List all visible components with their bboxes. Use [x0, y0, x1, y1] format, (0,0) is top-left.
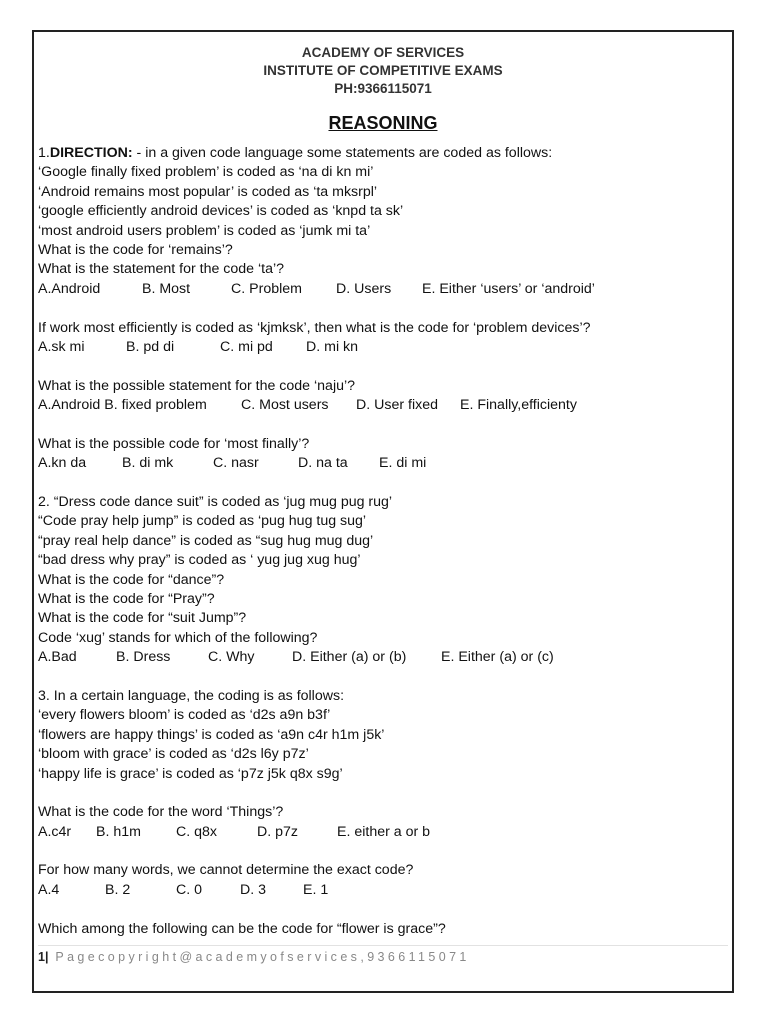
q2-line: What is the code for “suit Jump”? — [38, 610, 247, 627]
q1-options — [38, 280, 728, 299]
q1-direction — [38, 144, 728, 163]
option: C. Most users — [241, 397, 329, 414]
option: B. Most — [142, 280, 191, 297]
q2-options — [38, 648, 728, 667]
q2-line: “Code pray help jump” is coded as ‘pug hug tug sug’ — [38, 513, 367, 530]
q1-sub1-question: If work most efficiently is coded as ‘kjmksk’, then what is the code for ‘problem devices’? — [38, 319, 591, 336]
q3-line: ‘happy life is grace’ is coded as ‘p7z j5k q8x s9g’ — [38, 765, 343, 782]
option: E. either a or b — [337, 823, 431, 840]
option: E. Either ‘users’ or ‘android’ — [422, 280, 595, 297]
q2-line: 2. “Dress code dance suit” is coded as ‘jug mug pug rug’ — [38, 494, 393, 511]
option: A.c4r — [38, 823, 72, 840]
q3-sub3-question: Which among the following can be the code for “flower is grace”? — [38, 920, 446, 937]
q3-line: ‘every flowers bloom’ is coded as ‘d2s a9n b3f’ — [38, 707, 331, 724]
option: C. Why — [208, 649, 255, 666]
option: A.sk mi — [38, 338, 85, 355]
q2-line: What is the code for “dance”? — [38, 571, 225, 588]
option: D. mi kn — [306, 338, 359, 355]
q1-line: ‘Google finally fixed problem’ is coded as ‘na di kn mi’ — [38, 164, 374, 181]
option: D. p7z — [257, 823, 299, 840]
page-title: REASONING — [328, 113, 438, 133]
q1-line: ‘Android remains most popular’ is coded as ‘ta mksrpl’ — [38, 183, 378, 200]
content — [34, 144, 732, 939]
q3-line: ‘flowers are happy things’ is coded as ‘a9n c4r h1m j5k’ — [38, 726, 385, 743]
option: D. Users — [336, 280, 392, 297]
option: A.Android — [38, 280, 101, 297]
q1-number: 1. — [38, 145, 50, 161]
q2-line: “pray real help dance” is coded as “sug hug mug dug’ — [38, 532, 374, 549]
q1-direction-text: - in a given code language some statements are coded as follows: — [132, 145, 553, 161]
q3-sub1-options — [38, 823, 728, 842]
q3-line: ‘bloom with grace’ is coded as ‘d2s l6y p7z’ — [38, 746, 309, 763]
option: A.Android B. fixed problem — [38, 397, 207, 414]
option: B. 2 — [105, 881, 131, 898]
option: E. 1 — [303, 881, 329, 898]
q1-line: ‘google efficiently android devices’ is coded as ‘knpd ta sk’ — [38, 203, 404, 220]
option: D. Either (a) or (b) — [292, 649, 407, 666]
academy-name: ACADEMY OF SERVICES — [301, 45, 465, 60]
page-number: 1 — [38, 950, 45, 964]
q3-sub1-question: What is the code for the word ‘Things’? — [38, 804, 284, 821]
option: E. di mi — [379, 455, 427, 472]
option: D. na ta — [298, 455, 348, 472]
q1-sub2-options — [38, 396, 728, 415]
option: A.kn da — [38, 455, 87, 472]
option: A.4 — [38, 881, 60, 898]
option: C. 0 — [176, 881, 203, 898]
q1-direction-label: DIRECTION: — [49, 145, 133, 161]
q3-sub2-options — [38, 881, 728, 900]
q1-sub2-question: What is the possible statement for the code ‘naju’? — [38, 377, 356, 394]
option: C. mi pd — [220, 338, 273, 355]
q1-sub3-question: What is the possible code for ‘most finally’? — [38, 435, 310, 452]
q1-line: What is the statement for the code ‘ta’? — [38, 261, 285, 278]
q2-line: “bad dress why pray” is coded as ‘ yug jug xug hug’ — [38, 552, 361, 569]
copyright-text: Pagecopyright@academyofservices,9366115071 — [48, 950, 470, 964]
q3-sub2-question: For how many words, we cannot determine the exact code? — [38, 862, 414, 879]
option: B. Dress — [116, 649, 171, 666]
header — [34, 44, 732, 98]
option: E. Either (a) or (c) — [441, 649, 554, 666]
footer-separator: | — [44, 950, 49, 964]
q1-sub1-options — [38, 338, 728, 357]
option: A.Bad — [38, 649, 77, 666]
option: C. q8x — [176, 823, 218, 840]
phone-number: PH:9366115071 — [334, 81, 432, 96]
q1-sub3-options — [38, 454, 728, 473]
option: D. 3 — [240, 881, 267, 898]
option: B. h1m — [96, 823, 141, 840]
page-footer — [38, 945, 728, 964]
q1-line: What is the code for ‘remains’? — [38, 241, 233, 258]
q2-line: Code ‘xug’ stands for which of the following? — [38, 629, 318, 646]
q3-line: 3. In a certain language, the coding is as follows: — [38, 687, 345, 704]
option: B. pd di — [126, 338, 175, 355]
option: E. Finally,efficienty — [460, 397, 577, 414]
option: B. di mk — [122, 455, 174, 472]
q1-line: ‘most android users problem’ is coded as ‘jumk mi ta’ — [38, 222, 371, 239]
page-frame — [32, 30, 734, 993]
option: C. Problem — [231, 280, 302, 297]
q2-line: What is the code for “Pray”? — [38, 590, 215, 607]
option: D. User fixed — [356, 397, 438, 414]
option: C. nasr — [213, 455, 259, 472]
institute-name: INSTITUTE OF COMPETITIVE EXAMS — [263, 63, 503, 78]
